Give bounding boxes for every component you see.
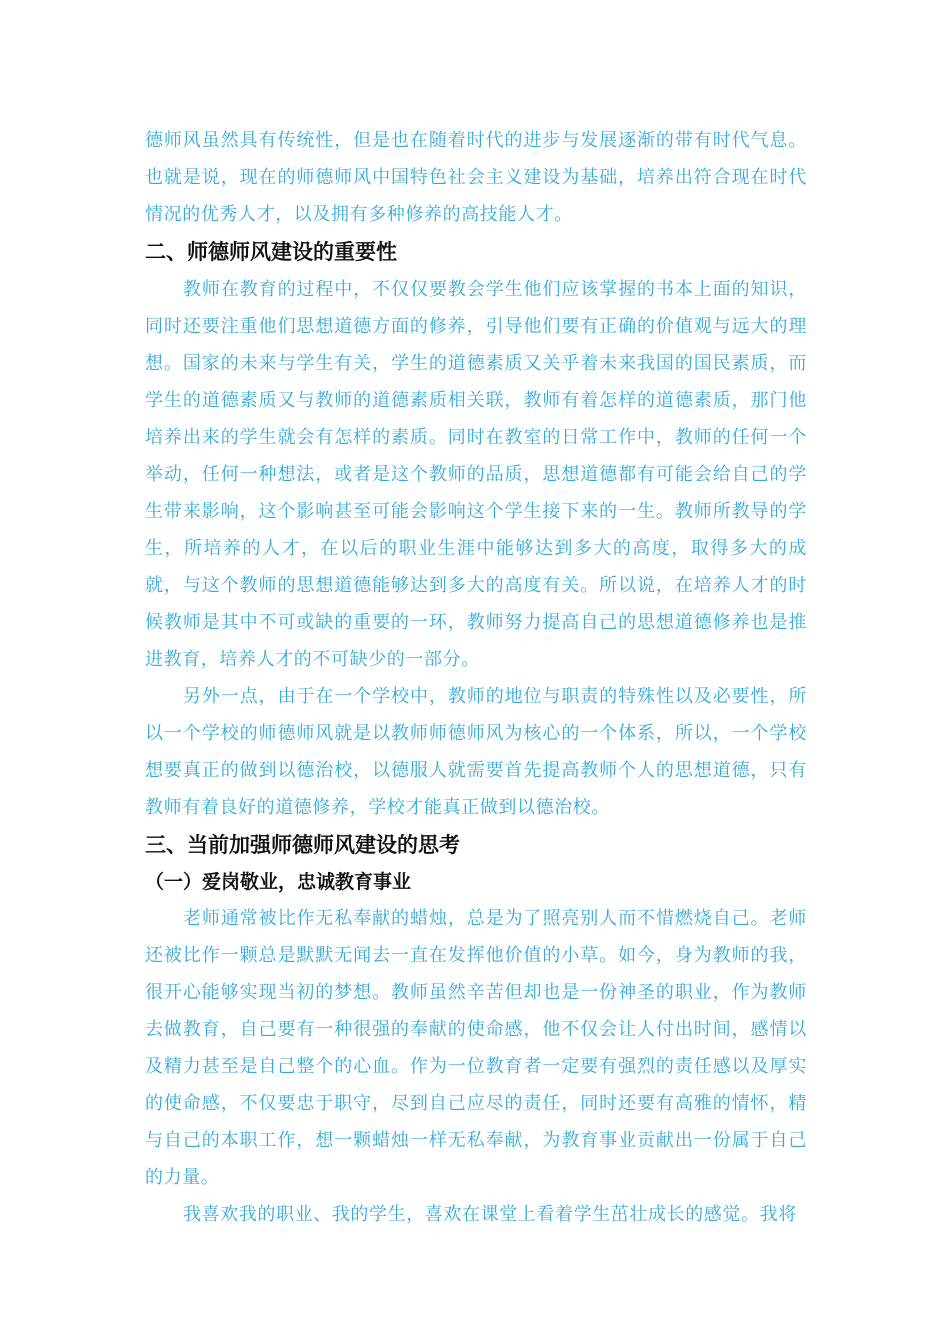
body-paragraph-4: 老师通常被比作无私奉献的蜡烛，总是为了照亮别人而不惜燃烧自己。老师还被比作一颗总是默默无闻去一直在发挥他价值的小草。如今，身为教师的我，很开心能够实现当初的梦想。教师虽然辛苦但却也是一份神圣的职业，作为教师去做教育，自己要有一种很强的奉献的使命感，他不仅会让人付出时间，感情以及精力甚至是自己整个的心血。作为一位教育者一定要有强烈的责任感以及厚实的使命感，不仅要忠于职守，尽到自己应尽的责任，同时还要有高雅的情怀，精与自己的本职工作，想一颗蜡烛一样无私奉献，为教育事业贡献出一份属于自己的力量。 [145, 908, 807, 1188]
body-paragraph-1: 德师风虽然具有传统性，但是也在随着时代的进步与发展逐渐的带有时代气息。也就是说，现在的师德师风中国特色社会主义建设为基础，培养出符合现在时代情况的优秀人才，以及拥有多种修养的高技能人才。 [145, 130, 807, 225]
section-heading-3: 三、当前加强师德师风建设的思考 [145, 833, 460, 857]
body-paragraph-5: 我喜欢我的职业、我的学生，喜欢在课堂上看着学生茁壮成长的感觉。我将 [183, 1204, 797, 1225]
subsection-heading-1: （一）爱岗敬业，忠诚教育事业 [145, 871, 412, 893]
body-paragraph-2: 教师在教育的过程中，不仅仅要教会学生他们应该掌握的书本上面的知识，同时还要注重他们思想道德方面的修养，引导他们要有正确的价值观与远大的理想。国家的未来与学生有关，学生的道德素质又关乎着未来我国的国民素质，而学生的道德素质又与教师的道德素质相关联，教师有着怎样的道德素质，那门他培养出来的学生就会有怎样的素质。同时在教室的日常工作中，教师的任何一个举动，任何一种想法，或者是这个教师的品质，思想道德都有可能会给自己的学生带来影响，这个影响甚至可能会影响这个学生接下来的一生。教师所教导的学生，所培养的人才，在以后的职业生涯中能够达到多大的高度，取得多大的成就，与这个教师的思想道德能够达到多大的高度有关。所以说，在培养人才的时候教师是其中不可或缺的重要的一环，教师努力提高自己的思想道德修养也是推进教育，培养人才的不可缺少的一部分。 [145, 279, 807, 670]
body-paragraph-3: 另外一点，由于在一个学校中，教师的地位与职责的特殊性以及必要性，所以一个学校的师德师风就是以教师师德师风为核心的一个体系，所以，一个学校想要真正的做到以德治校，以德服人就需要首先提高教师个人的思想道德，只有教师有着良好的道德修养，学校才能真正做到以德治校。 [145, 686, 807, 818]
section-heading-2: 二、师德师风建设的重要性 [145, 240, 397, 264]
document-body [145, 122, 807, 1233]
